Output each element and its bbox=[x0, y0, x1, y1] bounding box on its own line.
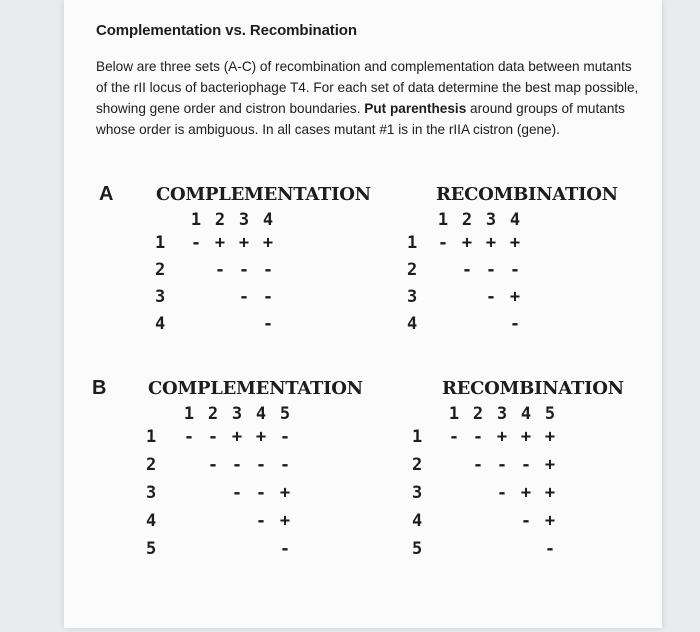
section-b-complementation-row-5: 5 bbox=[146, 539, 157, 559]
section-a-recombination-cell: - bbox=[461, 260, 473, 280]
section-b-recombination-cell: - bbox=[520, 455, 532, 475]
section-b-complementation-row-3: 3 bbox=[146, 483, 157, 503]
section-a-complementation-cell: + bbox=[214, 233, 226, 253]
section-a-complementation-cell: + bbox=[238, 233, 250, 253]
section-a-recombination-cell: - bbox=[437, 233, 449, 253]
section-a-complementation-row-4: 4 bbox=[155, 314, 166, 334]
instructions-bold-text: Put parenthesis bbox=[364, 101, 467, 116]
section-b-complementation-cell: - bbox=[255, 511, 267, 531]
section-b-complementation-cell: + bbox=[255, 427, 267, 447]
section-a-recombination-column-4: 4 bbox=[509, 210, 521, 230]
instructions-paragraph bbox=[96, 56, 641, 140]
section-b-complementation-cell: + bbox=[231, 427, 243, 447]
section-b-complementation-column-5: 5 bbox=[279, 404, 291, 424]
section-b-complementation-cell: - bbox=[279, 427, 291, 447]
section-b-recombination-cell: + bbox=[520, 427, 532, 447]
section-b-recombination-cell: + bbox=[544, 511, 556, 531]
section-b-complementation-cell: - bbox=[231, 483, 243, 503]
section-a-recombination-row-1: 1 bbox=[407, 233, 418, 253]
section-a-complementation-column-4: 4 bbox=[262, 210, 274, 230]
instructions-text-2: around groups of mutants whose order is ambiguous. In all cases mutant #1 is in the rIIA cistron (gene). bbox=[96, 101, 625, 137]
section-b-recombination-cell: - bbox=[544, 539, 556, 559]
section-b-complementation-cell: - bbox=[231, 455, 243, 475]
section-a-recombination-cell: - bbox=[509, 260, 521, 280]
section-a-complementation-row-2: 2 bbox=[155, 260, 166, 280]
section-a-recombination-cell: - bbox=[509, 314, 521, 334]
section-a-complementation-row-1: 1 bbox=[155, 233, 166, 253]
section-b-complementation-column-1: 1 bbox=[183, 404, 195, 424]
section-b-complementation-row-2: 2 bbox=[146, 455, 157, 475]
section-a-complementation-column-1: 1 bbox=[190, 210, 202, 230]
section-a-recombination-cell: - bbox=[485, 260, 497, 280]
section-a-recombination-cell: + bbox=[461, 233, 473, 253]
section-b-complementation-cell: - bbox=[207, 427, 219, 447]
section-a-recombination-cell: + bbox=[509, 233, 521, 253]
section-b-recombination-cell: + bbox=[496, 427, 508, 447]
section-a-recombination-cell: - bbox=[485, 287, 497, 307]
section-a-recombination-row-3: 3 bbox=[407, 287, 418, 307]
section-b-recombination-column-2: 2 bbox=[472, 404, 484, 424]
section-b-complementation-cell: - bbox=[255, 455, 267, 475]
section-b-complementation-cell: - bbox=[207, 455, 219, 475]
section-b-recombination-cell: - bbox=[520, 511, 532, 531]
section-b-recombination-row-2: 2 bbox=[412, 455, 423, 475]
section-b-recombination-row-3: 3 bbox=[412, 483, 423, 503]
section-b-recombination-cell: - bbox=[472, 455, 484, 475]
section-a-complementation-cell: - bbox=[262, 260, 274, 280]
section-b-recombination-cell: + bbox=[520, 483, 532, 503]
section-a-complementation-cell: - bbox=[262, 314, 274, 334]
section-a-complementation-row-3: 3 bbox=[155, 287, 166, 307]
section-b-complementation-row-4: 4 bbox=[146, 511, 157, 531]
page-title: Complementation vs. Recombination bbox=[96, 22, 357, 39]
section-a-complementation-cell: - bbox=[262, 287, 274, 307]
section-a-label: A bbox=[99, 183, 114, 205]
section-b-label: B bbox=[92, 377, 107, 399]
section-b-recombination-row-5: 5 bbox=[412, 539, 423, 559]
section-b-complementation-column-2: 2 bbox=[207, 404, 219, 424]
section-a-complementation-cell: - bbox=[214, 260, 226, 280]
section-b-recombination-column-5: 5 bbox=[544, 404, 556, 424]
section-a-complementation-cell: + bbox=[262, 233, 274, 253]
section-a-complementation-cell: - bbox=[238, 260, 250, 280]
section-b-complementation-cell: - bbox=[279, 455, 291, 475]
section-a-complementation-column-3: 3 bbox=[238, 210, 250, 230]
section-b-recombination-row-1: 1 bbox=[412, 427, 423, 447]
section-a-recombination-column-3: 3 bbox=[485, 210, 497, 230]
section-b-complementation-cell: - bbox=[255, 483, 267, 503]
instructions-text-1: Below are three sets (A-C) of recombination and complementation data between mutants of the rII locus of bacteriophage T4. For each set of data determine the best map possible, showing gene order and cistron boundaries. bbox=[96, 59, 639, 116]
section-b-complementation-column-4: 4 bbox=[255, 404, 267, 424]
section-b-recombination-cell: + bbox=[544, 455, 556, 475]
section-a-complementation-column-2: 2 bbox=[214, 210, 226, 230]
section-a-recombination-column-1: 1 bbox=[437, 210, 449, 230]
section-b-complementation-cell: - bbox=[279, 539, 291, 559]
section-b-recombination-column-4: 4 bbox=[520, 404, 532, 424]
section-b-recombination-cell: - bbox=[472, 427, 484, 447]
section-b-complementation-column-3: 3 bbox=[231, 404, 243, 424]
section-a-recombination-cell: + bbox=[509, 287, 521, 307]
section-b-recombination-cell: + bbox=[544, 427, 556, 447]
section-a-complementation-cell: - bbox=[190, 233, 202, 253]
section-b-complementation-cell: - bbox=[183, 427, 195, 447]
section-a-complementation-cell: - bbox=[238, 287, 250, 307]
section-a-recombination-cell: + bbox=[485, 233, 497, 253]
section-b-recombination-row-4: 4 bbox=[412, 511, 423, 531]
section-a-recombination-column-2: 2 bbox=[461, 210, 473, 230]
section-b-complementation-cell: + bbox=[279, 511, 291, 531]
section-b-recombination-cell: - bbox=[448, 427, 460, 447]
section-b-recombination-header: RECOMBINATION bbox=[442, 378, 624, 399]
section-b-recombination-column-3: 3 bbox=[496, 404, 508, 424]
section-a-recombination-row-2: 2 bbox=[407, 260, 418, 280]
section-b-recombination-cell: + bbox=[544, 483, 556, 503]
section-b-complementation-cell: + bbox=[279, 483, 291, 503]
section-b-recombination-column-1: 1 bbox=[448, 404, 460, 424]
section-b-complementation-header: COMPLEMENTATION bbox=[148, 378, 363, 399]
section-a-complementation-header: COMPLEMENTATION bbox=[156, 184, 371, 205]
section-b-recombination-cell: - bbox=[496, 455, 508, 475]
section-a-recombination-row-4: 4 bbox=[407, 314, 418, 334]
section-b-recombination-cell: - bbox=[496, 483, 508, 503]
section-a-recombination-header: RECOMBINATION bbox=[436, 184, 618, 205]
section-b-complementation-row-1: 1 bbox=[146, 427, 157, 447]
